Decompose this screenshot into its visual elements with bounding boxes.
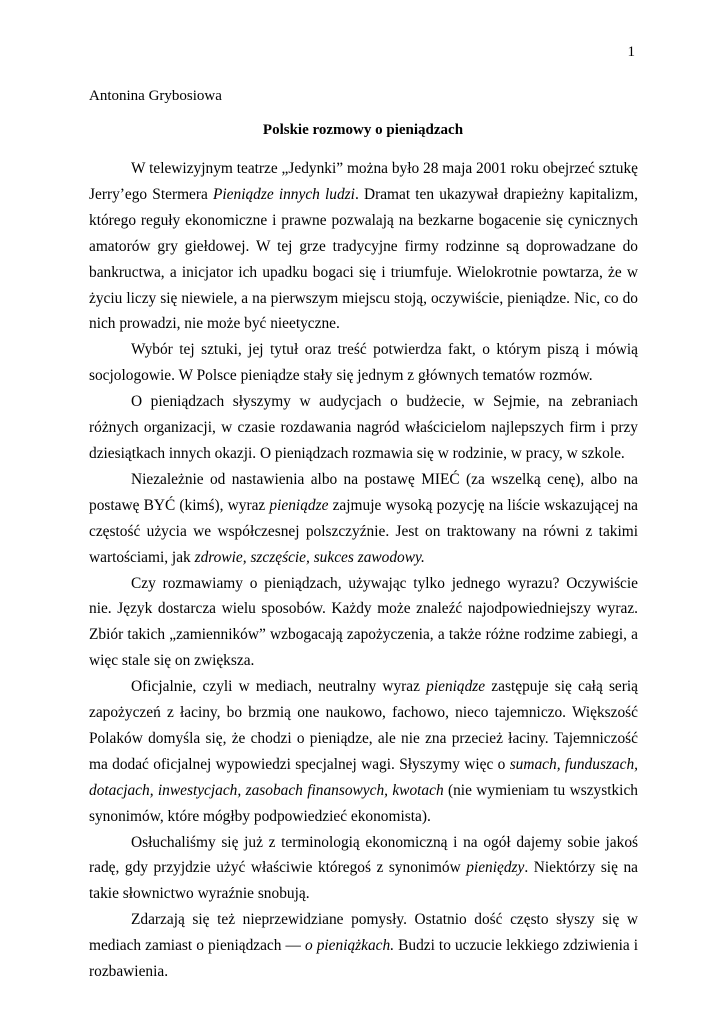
- italic-text: pieniądze: [269, 496, 329, 514]
- paragraph: [89, 467, 638, 571]
- author-name: Antonina Grybosiowa: [89, 88, 222, 104]
- text-run: (nie wymieniam tu wszystkich synonimów, które mógłby podpowiedzieć ekonomista).: [89, 781, 638, 825]
- paragraph: [89, 907, 638, 985]
- text-run: Zdarzają się też nieprzewidziane pomysły. Ostatnio dość często słyszy się w mediach zamiast o pieniądzach —: [89, 911, 638, 955]
- text-run: . Niektórzy się na takie słownictwo wyraźnie snobują.: [89, 859, 638, 903]
- article-body: [89, 156, 638, 985]
- text-run: Osłuchaliśmy się już z terminologią ekonomiczną i na ogół dajemy sobie jakoś radę, gdy przyjdzie użyć właściwie któregoś z synonimów: [89, 833, 638, 877]
- text-run: zastępuje się całą serią zapożyczeń z łaciny, bo brzmią one naukowo, fachowo, nieco tajemniczo. Większość Polaków domyśla się, że chodzi o pieniądze, ale nie zna przecież łaciny. Tajemniczość ma dodać oficjalnej wypowiedzi specjalnej wagi. Słyszymy więc o: [89, 678, 639, 773]
- text-run: Wybór tej sztuki, jej tytuł oraz treść potwierdza fakt, o którym piszą i mówią socjologowie. W Polsce pieniądze stały się jednym z głównych tematów rozmów.: [89, 341, 638, 385]
- paragraph: [89, 337, 638, 389]
- text-run: Budzi to uczucie lekkiego zdziwienia i rozbawienia.: [89, 937, 638, 981]
- italic-text: pieniądze: [426, 678, 486, 696]
- italic-text: sumach, funduszach, dotacjach, inwestycjach, zasobach finansowych, kwotach: [89, 755, 638, 799]
- italic-text: Pieniądze innych ludzi: [212, 185, 355, 203]
- paragraph: [89, 389, 638, 467]
- paragraph: [89, 571, 638, 675]
- article-title: Polskie rozmowy o pieniądzach: [262, 122, 464, 138]
- text-run: Niezależnie od nastawienia albo na postawę MIEĆ (za wszelką cenę), albo na postawę BYĆ (kimś), wyraz: [89, 470, 638, 514]
- text-run: . Dramat ten ukazywał drapieżny kapitalizm, którego reguły ekonomiczne i prawne pozwalają na bezkarne bogacenie się cynicznych amatorów gry giełdowej. W tej grze tradycyjne firmy rodzinne są doprowadzane do bankructwa, a inicjator ich upadku bogaci się i triumfuje. Wielokrotnie powtarza, że w życiu liczy się niewiele, a na pierwszym miejscu stoją, oczywiście, pieniądze. Nic, co do nich prowadzi, nie może być nieetyczne.: [89, 185, 638, 333]
- italic-text: pieniędzy: [466, 859, 525, 877]
- text-run: W telewizyjnym teatrze „Jedynki” można było 28 maja 2001 roku obejrzeć sztukę Jerry’ego Stermera: [89, 160, 638, 203]
- paragraph: [89, 674, 638, 829]
- paragraph: [89, 830, 638, 908]
- text-run: Czy rozmawiamy o pieniądzach, używając tylko jednego wyrazu? Oczywiście nie. Język dostarcza wielu sposobów. Każdy może znaleźć najodpowiedniejszy wyraz. Zbiór takich „zamienników” wzbogacają zapożyczenia, a także różne rodzime zabiegi, a więc stale się on zwiększa.: [89, 574, 638, 670]
- page-number: 1: [627, 44, 635, 60]
- italic-text: o pieniążkach.: [304, 937, 395, 955]
- paragraph: [89, 156, 638, 337]
- text-run: Oficjalnie, czyli w mediach, neutralny wyraz: [131, 678, 427, 696]
- italic-text: zdrowie, szczęście, sukces zawodowy.: [194, 548, 425, 566]
- text-run: zajmuje wysoką pozycję na liście wskazującej na częstość użycia we współczesnej polszczyźnie. Jest on traktowany na równi z takimi wartościami, jak: [89, 496, 638, 566]
- text-run: O pieniądzach słyszymy w audycjach o budżecie, w Sejmie, na zebraniach różnych organizacji, w czasie rozdawania nagród właścicielom najlepszych firm i przy dziesiątkach innych okazji. O pieniądzach rozmawia się w rodzinie, w pracy, w szkole.: [89, 393, 638, 462]
